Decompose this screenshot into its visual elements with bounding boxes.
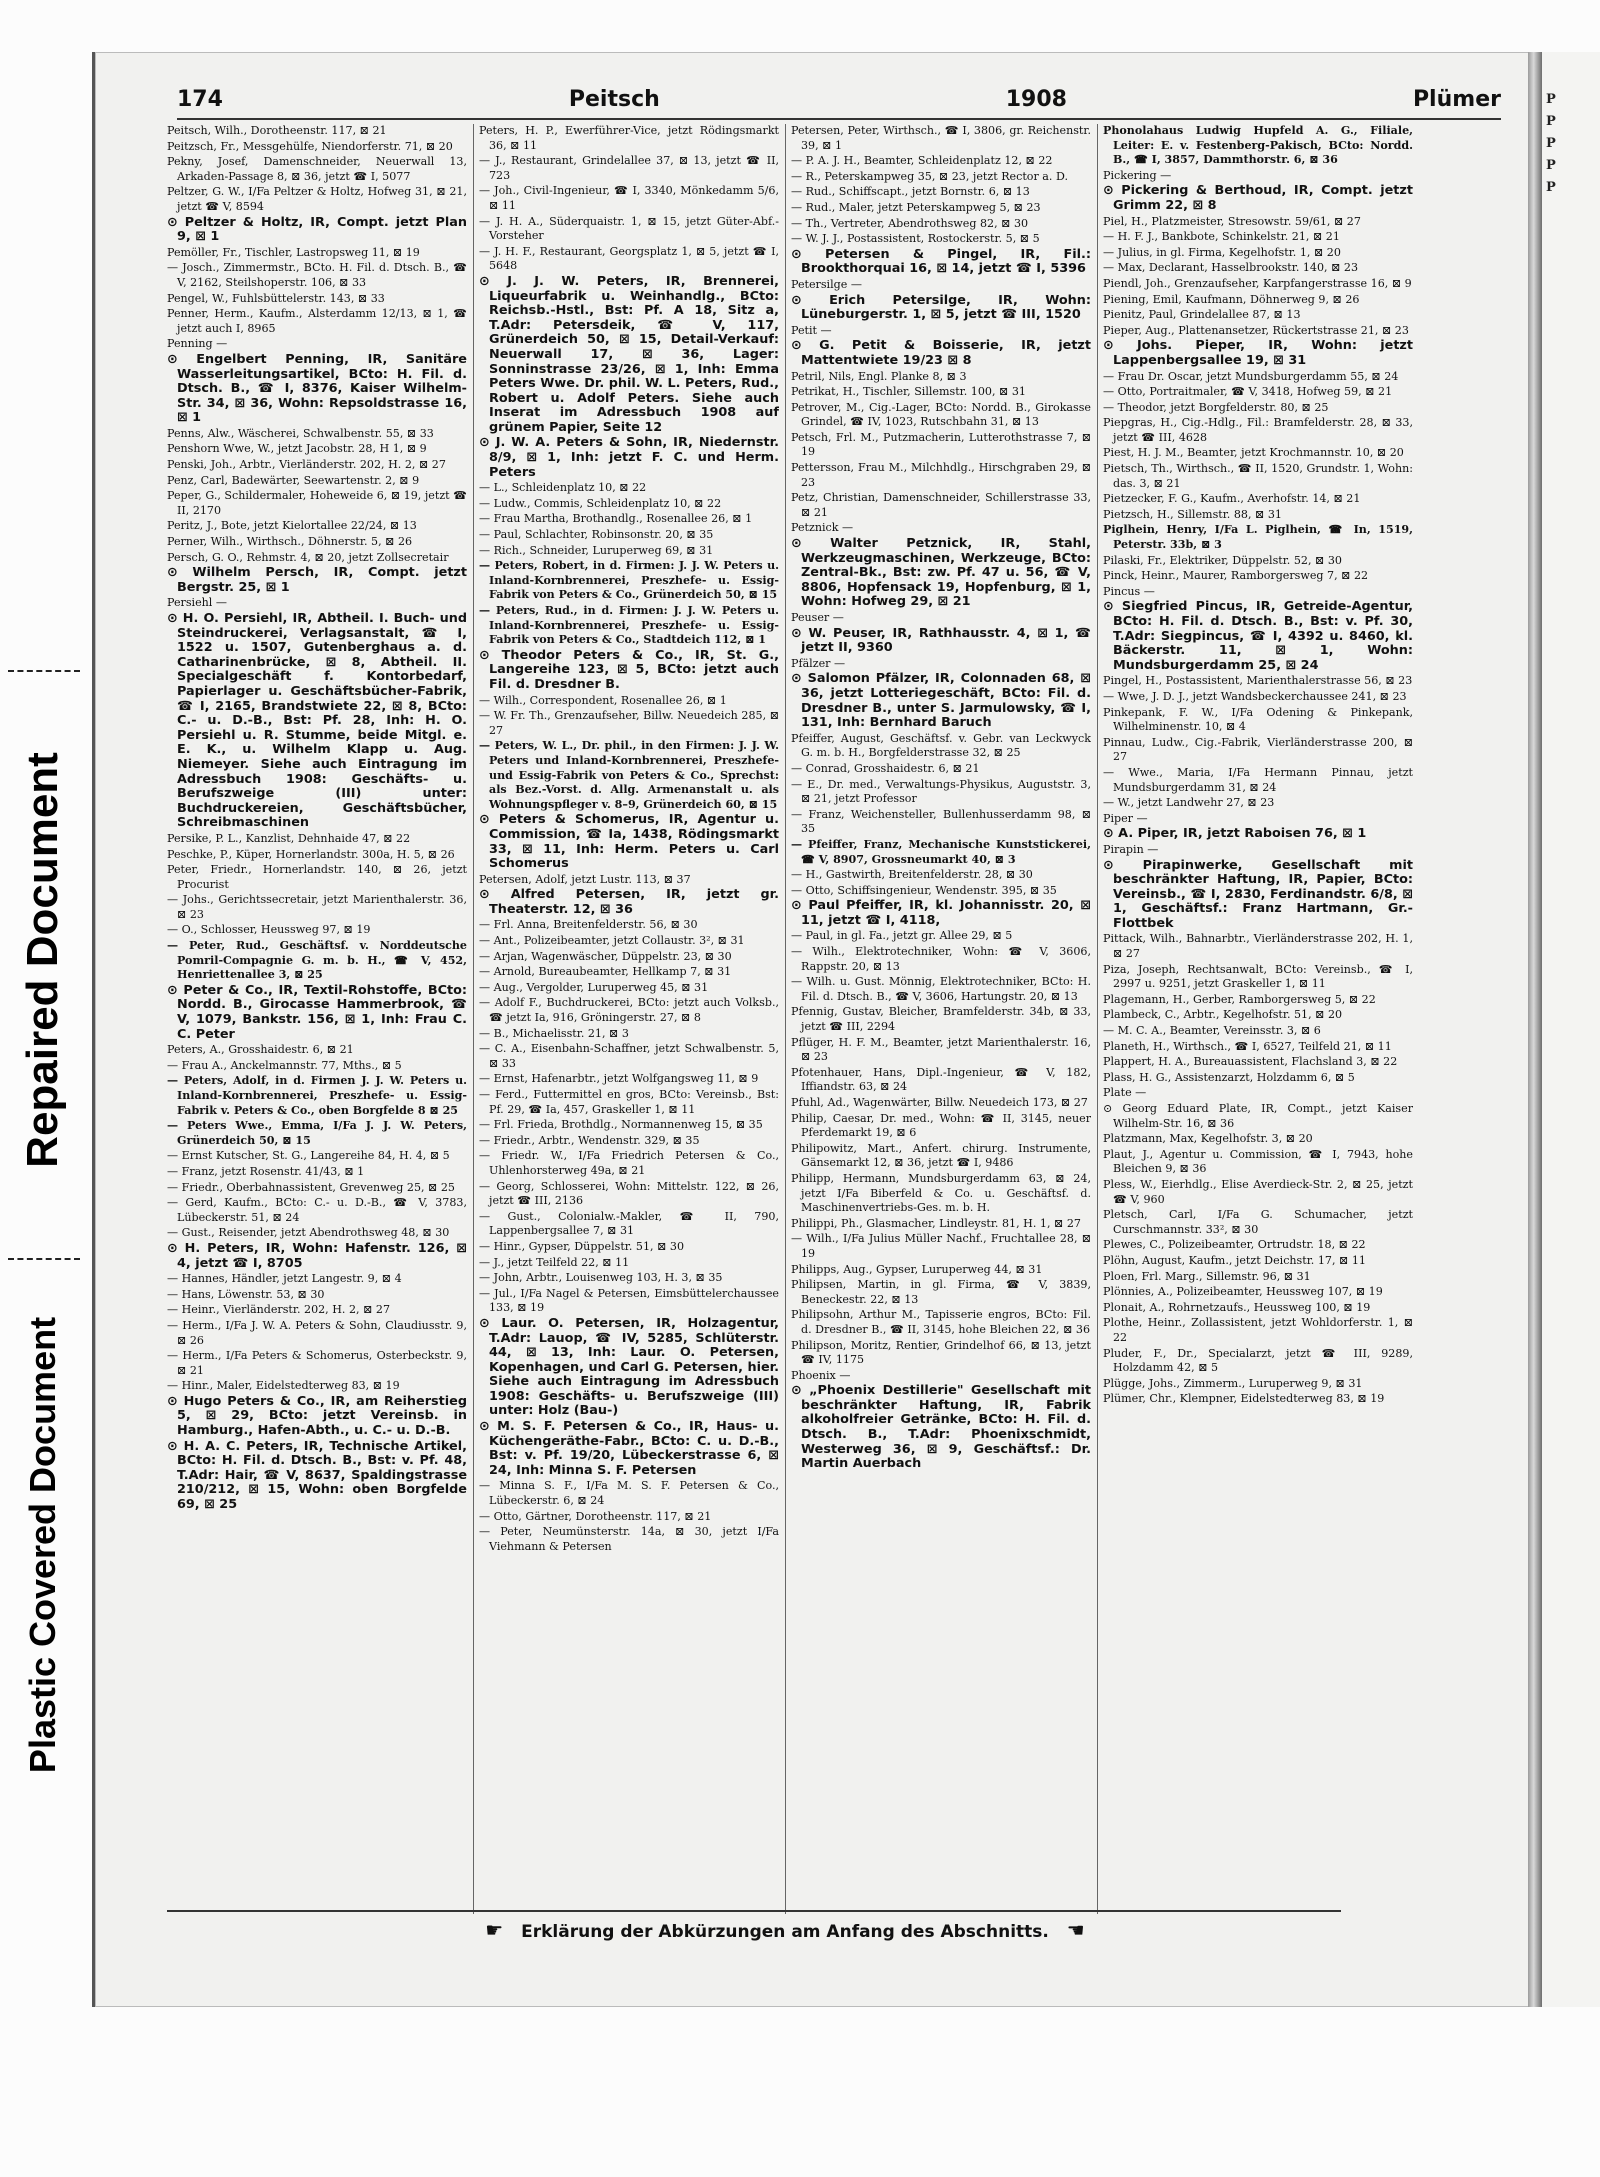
directory-entry: — Conrad, Grosshaidestr. 6, ⊠ 21 [791,761,980,775]
directory-entry: Petsch, Frl. M., Putzmacherin, Lutterothstrasse 7, ⊠ 19 [791,430,1091,459]
directory-entry: — Ernst Kutscher, St. G., Langereihe 84, H. 4, ⊠ 5 [167,1149,450,1163]
directory-entry: — Josch., Zimmermstr., BCto. H. Fil. d. Dtsch. B., ☎ V, 2162, Steilshoperstr. 106, ⊠ 33 [167,261,467,289]
directory-entry: Piening, Emil, Kaufmann, Döhnerweg 9, ⊠ 26 [1103,292,1360,306]
directory-entry: Pietzsch, H., Sillemstr. 88, ⊠ 31 [1103,507,1282,521]
directory-entry: Pietsch, Th., Wirthsch., ☎ II, 1520, Grundstr. 1, Wohn: das. 3, ⊠ 21 [1103,462,1413,490]
directory-entry: Piglhein, Henry, I/Fa L. Piglhein, ☎ In, 1519, Peterstr. 33b, ⊠ 3 [1103,523,1413,552]
directory-entry: — Friedr., Oberbahnassistent, Grevenweg 25, ⊠ 25 [167,1180,455,1194]
directory-entry: Plönnies, A., Polizeibeamter, Heussweg 107, ⊠ 19 [1103,1285,1383,1299]
directory-entry: Piendl, Joh., Grenzaufseher, Karpfangerstrasse 16, ⊠ 9 [1103,276,1412,290]
edge-letter: P [1546,180,1556,195]
directory-entry: Petrover, M., Cig.-Lager, BCto: Nordd. B., Girokasse Grindel, ☎ IV, 1023, Rutschbahn 31, ⊠ 13 [791,400,1091,429]
directory-entry: Pemöller, Fr., Tischler, Lastropsweg 11, ⊠ 19 [167,245,420,259]
directory-entry: Ploen, Frl. Marg., Sillemstr. 96, ⊠ 31 [1103,1269,1311,1283]
directory-entry: Pluder, F., Dr., Specialarzt, jetzt ☎ III, 9289, Holzdamm 42, ⊠ 5 [1103,1346,1413,1375]
directory-entry: ⊙ Engelbert Penning, IR, Sanitäre Wasserleitungsartikel, BCto: H. Fil. d. Dtsch. B., ☎ I, 8376, Kaiser Wilhelm-Str. 34, ⊠ 36, Wohn: Repsoldstrasse 16, ⊠ 1 [167,351,467,426]
header-right-keyword: Plümer [1412,87,1501,112]
directory-entry: — Rud., Schiffscapt., jetzt Bornstr. 6, ⊠ 13 [791,185,1030,199]
directory-entry: ⊙ Georg Eduard Plate, IR, Compt., jetzt Kaiser Wilhelm-Str. 16, ⊠ 36 [1103,1102,1413,1130]
directory-entry: Plambeck, C., Arbtr., Kegelhofstr. 51, ⊠ 20 [1103,1008,1343,1022]
directory-entry: — B., Michaelisstr. 21, ⊠ 3 [479,1026,629,1040]
directory-entry: — Th., Vertreter, Abendrothsweg 82, ⊠ 30 [791,216,1029,230]
plastic-covered-document-label [12,1275,74,1815]
directory-entry: Pietzecker, F. G., Kaufm., Averhofstr. 14, ⊠ 21 [1103,492,1361,506]
directory-entry: — E., Dr. med., Verwaltungs-Physikus, Auguststr. 3, ⊠ 21, jetzt Professor [791,777,1091,806]
repaired-document-text: Repaired Document [18,752,68,1168]
directory-entry: — Johs., Gerichtssecretair, jetzt Marienthalerstr. 36, ⊠ 23 [167,893,467,921]
directory-entry: Peters, A., Grosshaidestr. 6, ⊠ 21 [167,1043,354,1057]
directory-entry: — Peters, W. L., Dr. phil., in den Firmen: J. J. W. Peters und Inland-Kornbrennerei, Preszhefe- und Essig-Fabrik von Peters & Co., Sprechst: als Bez.-Vorst. d. Allg. Armenanstalt u. als Wohnungspfleger v. 8–9, Grünerdeich 60, ⊠ 15 [479,739,779,811]
directory-entry: Peitsch, Wilh., Dorotheenstr. 117, ⊠ 21 [167,124,387,137]
directory-entry: — M. C. A., Beamter, Vereinsstr. 3, ⊠ 6 [1103,1024,1321,1038]
directory-entry: ⊙ Walter Petznick, IR, Stahl, Werkzeugmaschinen, Werkzeuge, BCto: Zentral-Bk., Bst: zw. Pf. 47 u. 56, ☎ V, 8806, Hopfensack 19, Hopfenburg, ⊠ 1, Wohn: Hofweg 29, ⊠ 21 [791,536,1091,610]
directory-entry: Philipps, Aug., Gypser, Luruperweg 44, ⊠ 31 [791,1262,1043,1276]
directory-entry: Piper — [1103,811,1148,825]
directory-entry: ⊙ J. J. W. Peters, IR, Brennerei, Liqueurfabrik u. Weinhandlg., BCto: Reichsb.-Hstl., Bst: Pf. A 18, Sitz a, T.Adr: Petersdeik, ☎ V, 117, Grünerdeich 50, ⊠ 15, Detail-Verkauf: Neuerwall 17, ⊠ 36, Lager: Sonninstrasse 23/26, ⊠ 1, Inh: Emma Peters Wwe. Dr. phil. W. L. Peters, Rud., Robert u. Adolf Peters. Siehe auch Inserat im Adressbuch 1908 auf grünem Papier, Seite 12 [479,273,779,435]
column-divider [1097,124,1098,1914]
column-divider [473,124,474,1914]
directory-entry: — J. H. F., Restaurant, Georgsplatz 1, ⊠ 5, jetzt ☎ I, 5648 [479,244,779,273]
directory-entry: Philipowitz, Mart., Anfert. chirurg. Instrumente, Gänsemarkt 12, ⊠ 36, jetzt ☎ I, 9486 [791,1141,1091,1170]
directory-entry: Pinck, Heinr., Maurer, Ramborgersweg 7, ⊠ 22 [1103,569,1369,583]
directory-entry: Planeth, H., Wirthsch., ☎ I, 6527, Teilfeld 21, ⊠ 11 [1103,1039,1392,1053]
directory-column-1 [167,124,467,1904]
directory-entry: Philipsohn, Arthur M., Tapisserie engros, BCto: Fil. d. Dresdner B., ☎ II, 3145, hohe Bleichen 22, ⊠ 36 [791,1308,1091,1336]
directory-entry: — Ernst, Hafenarbtr., jetzt Wolfgangsweg 11, ⊠ 9 [479,1072,759,1086]
header-rule [177,118,1501,120]
directory-entry: Pengel, W., Fuhlsbüttelerstr. 143, ⊠ 33 [167,291,385,305]
directory-entry: — C. A., Eisenbahn-Schaffner, jetzt Schwalbenstr. 5, ⊠ 33 [479,1042,779,1070]
directory-entry: Pekny, Josef, Damenschneider, Neuerwall 13, Arkaden-Passage 8, ⊠ 36, jetzt ☎ I, 5077 [167,155,467,183]
directory-entry: — Otto, Portraitmaler, ☎ V, 3418, Hofweg 59, ⊠ 21 [1103,385,1393,399]
dashed-separator [8,1258,80,1260]
directory-entry: — Rich., Schneider, Luruperweg 69, ⊠ 31 [479,543,714,557]
directory-entry: Penner, Herm., Kaufm., Alsterdamm 12/13, ⊠ 1, ☎ jetzt auch I, 8965 [167,307,467,335]
directory-entry: — John, Arbtr., Louisenweg 103, H. 3, ⊠ 35 [479,1271,723,1285]
directory-entry: — R., Peterskampweg 35, ⊠ 23, jetzt Rector a. D. [791,169,1068,183]
directory-entry: — P. A. J. H., Beamter, Schleidenplatz 12, ⊠ 22 [791,154,1053,168]
directory-entry: Peuser — [791,611,844,624]
directory-entry: ⊙ Peters & Schomerus, IR, Agentur u. Commission, ☎ Ia, 1438, Rödingsmarkt 33, ⊠ 11, Inh: Herm. Peters u. Carl Schomerus [479,812,779,872]
directory-entry: — Aug., Vergolder, Luruperweg 45, ⊠ 31 [479,980,709,994]
directory-entry: Pettersson, Frau M., Milchhdlg., Hirschgraben 29, ⊠ 23 [791,461,1091,489]
directory-entry: — Peters, Adolf, in d. Firmen J. J. W. Peters u. Inland-Kornbrennerei, Preszhefe- u. Essig-Fabrik v. Peters & Co., oben Borgfelde 8 ⊠ 25 [167,1074,467,1117]
directory-entry: Plöhn, August, Kaufm., jetzt Deichstr. 17, ⊠ 11 [1103,1253,1366,1267]
directory-entry: Philipson, Moritz, Rentier, Grindelhof 66, ⊠ 13, jetzt ☎ IV, 1175 [791,1338,1091,1367]
directory-entry: ⊙ H. O. Persiehl, IR, Abtheil. I. Buch- und Steindruckerei, Verlagsanstalt, ☎ I, 1522 u. 1507, Gutenberghaus a. d. Catharinenbrücke, ⊠ 8, Abtheil. II. Specialgeschäft f. Kontorbedarf, Papierlager u. Geschäftsbücher-Fabrik, ☎ I, 2165, Brandstwiete 22, ⊠ 8, BCto: C.- u. D.-B., Bst: Pf. 28, Inh: H. O. Persiehl u. R. Stumme, beide Mitgl. e. E. K., u. Wilhelm Klapp u. Aug. Niemeyer. Siehe auch Eintragung im Adressbuch 1908: Geschäfts- u. Berufszweige (III) unter: Buchdruckereien, Geschäftsbücher, Schreibmaschinen [167,611,467,831]
directory-entry: Pfeiffer, August, Geschäftsf. v. Gebr. van Leckwyck G. m. b. H., Borgfelderstrasse 32, ⊠ 25 [791,731,1091,760]
directory-entry: Pletsch, Carl, I/Fa G. Schumacher, jetzt Curschmannstr. 33², ⊠ 30 [1103,1208,1413,1236]
edge-letter: P [1546,158,1556,173]
directory-entry: ⊙ „Phoenix Destillerie" Gesellschaft mit beschränkter Haftung, IR, Fabrik alkoholfreier Getränke, BCto: H. Fil. d. Dtsch. B., T.Adr: Phoenixschmidt, Westerweg 36, ⊠ 9, Geschäftsf.: Dr. Martin Auerbach [791,1383,1091,1472]
directory-entry: — Pfeiffer, Franz, Mechanische Kunststickerei, ☎ V, 8907, Grossneumarkt 40, ⊠ 3 [791,837,1091,866]
directory-entry: Penns, Alw., Wäscherei, Schwalbenstr. 55, ⊠ 33 [167,426,434,440]
directory-entry: Plümer, Chr., Klempner, Eidelstedterweg 83, ⊠ 19 [1103,1392,1385,1406]
directory-entry: ⊙ H. Peters, IR, Wohn: Hafenstr. 126, ⊠ 4, jetzt ☎ I, 8705 [167,1240,467,1271]
directory-entry: — Peters, Robert, in d. Firmen: J. J. W. Peters u. Inland-Kornbrennerei, Preszhefe- u. Essig-Fabrik von Peters & Co., Grünerdeich 50, ⊠ 15 [479,559,779,602]
directory-entry: ⊙ Paul Pfeiffer, IR, kl. Johannisstr. 20, ⊠ 11, jetzt ☎ I, 4118, [791,898,1091,928]
directory-entry: — Joh., Civil-Ingenieur, ☎ I, 3340, Mönkedamm 5/6, ⊠ 11 [479,184,779,212]
directory-entry: — Ludw., Commis, Schleidenplatz 10, ⊠ 22 [479,496,722,510]
directory-entry: Penski, Joh., Arbtr., Vierländerstr. 202, H. 2, ⊠ 27 [167,458,446,472]
directory-entry: Plappert, H. A., Bureauassistent, Flachsland 3, ⊠ 22 [1103,1055,1398,1069]
directory-entry: Peschke, P., Küper, Hornerlandstr. 300a, H. 5, ⊠ 26 [167,847,455,861]
directory-entry: — O., Schlosser, Heussweg 97, ⊠ 19 [167,923,371,937]
directory-entry: — Arjan, Wagenwäscher, Düppelstr. 23, ⊠ 30 [479,949,732,963]
directory-entry: — Gerd, Kaufm., BCto: C.- u. D.-B., ☎ V, 3783, Lübeckerstr. 51, ⊠ 24 [167,1196,467,1224]
directory-entry: — Theodor, jetzt Borgfelderstr. 80, ⊠ 25 [1103,400,1329,414]
directory-entry: — Frau Dr. Oscar, jetzt Mundsburgerdamm 55, ⊠ 24 [1103,369,1399,383]
directory-entry: Pingel, H., Postassistent, Marienthalerstrasse 56, ⊠ 23 [1103,674,1413,688]
directory-entry: — L., Schleidenplatz 10, ⊠ 22 [479,481,647,495]
directory-entry: — Herm., I/Fa J. W. A. Peters & Sohn, Claudiusstr. 9, ⊠ 26 [167,1318,467,1347]
directory-entry: — Otto, Gärtner, Dorotheenstr. 117, ⊠ 21 [479,1509,712,1523]
directory-entry: — Paul, Schlachter, Robinsonstr. 20, ⊠ 35 [479,528,714,542]
edge-letter: P [1546,136,1556,151]
directory-entry: Plagemann, H., Gerber, Ramborgersweg 5, ⊠ 22 [1103,992,1376,1006]
directory-entry: Pfotenhauer, Hans, Dipl.-Ingenieur, ☎ V, 182, Iffiandstr. 63, ⊠ 24 [791,1065,1091,1094]
directory-entry: Phonolahaus Ludwig Hupfeld A. G., Filiale, Leiter: E. v. Festenberg-Pakisch, BCto: Nordd. B., ☎ I, 3857, Dammthorstr. 6, ⊠ 36 [1103,124,1413,167]
page-header [177,78,1501,112]
directory-entry: Pickering — [1103,168,1172,182]
directory-entry: ⊙ Petersen & Pingel, IR, Fil.: Brookthorquai 16, ⊠ 14, jetzt ☎ I, 5396 [791,246,1091,277]
directory-entry: ⊙ Alfred Petersen, IR, jetzt gr. Theaterstr. 12, ⊠ 36 [479,887,779,917]
directory-entry: — H., Gastwirth, Breitenfelderstr. 28, ⊠ 30 [791,868,1033,882]
directory-entry: — H. F. J., Bankbote, Schinkelstr. 21, ⊠ 21 [1103,230,1340,244]
directory-entry: — Frau A., Anckelmannstr. 77, Mths., ⊠ 5 [167,1058,402,1072]
directory-entry: ⊙ A. Piper, IR, jetzt Raboisen 76, ⊠ 1 [1103,826,1367,842]
directory-entry: — Georg, Schlosserei, Wohn: Mittelstr. 122, ⊠ 26, jetzt ☎ III, 2136 [479,1179,779,1208]
directory-entry: Plate — [1103,1086,1147,1100]
directory-entry: Persike, P. L., Kanzlist, Dehnhaide 47, ⊠ 22 [167,831,411,845]
directory-entry: Philip, Caesar, Dr. med., Wohn: ☎ II, 3145, neuer Pferdemarkt 19, ⊠ 6 [791,1111,1091,1140]
directory-entry: Pflüger, H. F. M., Beamter, jetzt Marienthalerstr. 16, ⊠ 23 [791,1035,1091,1064]
directory-entry: — Peters, Rud., in d. Firmen: J. J. W. Peters u. Inland-Kornbrennerei, Preszhefe- u. Essig-Fabrik von Peters & Co., Stadtdeich 112, ⊠ 1 [479,604,779,647]
directory-entry: — Peters Wwe., Emma, I/Fa J. J. W. Peters, Grünerdeich 50, ⊠ 15 [167,1119,467,1147]
directory-entry: — Gust., Reisender, jetzt Abendrothsweg 48, ⊠ 30 [167,1226,450,1240]
directory-entry: Platzmann, Max, Kegelhofstr. 3, ⊠ 20 [1103,1132,1313,1146]
directory-entry: — Friedr., Arbtr., Wendenstr. 329, ⊠ 35 [479,1133,700,1147]
directory-entry: ⊙ Salomon Pfälzer, IR, Colonnaden 68, ⊠ 36, jetzt Lotteriegeschäft, BCto: Fil. d. Dresdner B., unter S. Jarmulowsky, ☎ I, 131, Inh: Bernhard Baruch [791,671,1091,731]
directory-entry: — Franz, jetzt Rosenstr. 41/43, ⊠ 1 [167,1164,365,1178]
directory-entry: Penning — [167,337,228,351]
edge-letter: P [1546,92,1556,107]
directory-entry: Pirapin — [1103,842,1159,856]
directory-entry: — W. Fr. Th., Grenzaufseher, Billw. Neuedeich 285, ⊠ 27 [479,709,779,737]
directory-entry: Philippi, Ph., Glasmacher, Lindleystr. 81, H. 1, ⊠ 27 [791,1216,1081,1230]
header-year: 1908 [1005,87,1067,112]
directory-entry: Petersilge — [791,277,862,291]
directory-entry: ⊙ Peter & Co., IR, Textil-Rohstoffe, BCto: Nordd. B., Girocasse Hammerbrook, ☎ V, 1079, Bankstr. 156, ⊠ 1, Inh: Frau C. C. Peter [167,982,467,1042]
footer-rule [167,1910,1341,1912]
directory-entry: ⊙ Hugo Peters & Co., IR, am Reiherstieg 5, ⊠ 29, BCto: jetzt Vereinsb. in Hamburg., Hafen-Abth., u. C.- u. D.-B. [167,1393,467,1439]
directory-entry: — Ferd., Futtermittel en gros, BCto: Vereinsb., Bst: Pf. 29, ☎ Ia, 457, Graskeller 1, ⊠ 11 [479,1088,779,1116]
directory-entry: Plothe, Heinr., Zollassistent, jetzt Wohldorferstr. 1, ⊠ 22 [1103,1316,1413,1344]
directory-entry: ⊙ W. Peuser, IR, Rathhausstr. 4, ⊠ 1, ☎ jetzt II, 9360 [791,625,1091,656]
directory-entry: — Paul, in gl. Fa., jetzt gr. Allee 29, ⊠ 5 [791,929,1013,943]
directory-entry: Philipp, Hermann, Mundsburgerdamm 63, ⊠ 24, jetzt I/Fa Biberfeld & Co. u. Geschäftsf. d. Maschinenvertriebs-Ges. m. b. H. [791,1171,1091,1215]
directory-entry: — Wwe., Maria, I/Fa Hermann Pinnau, jetzt Mundsburgerdamm 31, ⊠ 24 [1103,765,1413,794]
directory-entry: Peitzsch, Fr., Messgehülfe, Niendorferstr. 71, ⊠ 20 [167,139,453,153]
directory-entry: — Minna S. F., I/Fa M. S. F. Petersen & Co., Lübeckerstr. 6, ⊠ 24 [479,1479,779,1508]
directory-entry: Pinnau, Ludw., Cig.-Fabrik, Vierländerstrasse 200, ⊠ 27 [1103,735,1413,764]
directory-entry: ⊙ Pickering & Berthoud, IR, Compt. jetzt Grimm 22, ⊠ 8 [1103,183,1413,213]
directory-entry: — Arnold, Bureaubeamter, Hellkamp 7, ⊠ 31 [479,965,732,979]
directory-entry: Plaut, J., Agentur u. Commission, ☎ I, 7943, hohe Bleichen 9, ⊠ 36 [1103,1147,1413,1176]
directory-entry: — Frau Martha, Brothandlg., Rosenallee 26, ⊠ 1 [479,512,753,526]
directory-entry: — Hannes, Händler, jetzt Langestr. 9, ⊠ 4 [167,1272,402,1286]
directory-entry: Phoenix — [791,1368,851,1382]
directory-entry: Pittack, Wilh., Bahnarbtr., Vierländerstrasse 202, H. 1, ⊠ 27 [1103,932,1413,961]
dashed-separator [8,670,80,672]
directory-entry: — J. H. A., Süderquaistr. 1, ⊠ 15, jetzt Güter-Abf.-Vorsteher [479,214,779,243]
directory-entry: — Wwe, J. D. J., jetzt Wandsbeckerchaussee 241, ⊠ 23 [1103,689,1407,703]
directory-column-4 [1103,124,1413,1904]
next-page-edge [1542,52,1600,2007]
directory-entry: — Adolf F., Buchdruckerei, BCto: jetzt auch Volksb., ☎ jetzt Ia, 916, Gröningerstr. 27, ⊠ 8 [479,996,779,1025]
directory-entry: — Frl. Frieda, Brothdlg., Normannenweg 15, ⊠ 35 [479,1118,763,1132]
directory-entry: Petit — [791,323,832,337]
directory-entry: — Frl. Anna, Breitenfelderstr. 56, ⊠ 30 [479,918,698,932]
directory-entry: ⊙ Laur. O. Petersen, IR, Holzagentur, T.Adr: Lauop, ☎ IV, 5285, Schlüterstr. 44, ⊠ 13, Inh: Laur. O. Petersen, Kopenhagen, und Carl G. Petersen, hier. Siehe auch Eintragung im Adressbuch 1908: Geschäfts- u. Berufszweige (III) unter: Holz (Bau-) [479,1315,779,1419]
directory-entry: Petznick — [791,521,854,535]
directory-entry: Piest, H. J. M., Beamter, jetzt Krochmannstr. 10, ⊠ 20 [1103,446,1404,460]
directory-entry: Pfennig, Gustav, Bleicher, Bramfelderstr. 34b, ⊠ 33, jetzt ☎ III, 2294 [791,1005,1091,1034]
footer-note: Erklärung der Abkürzungen am Anfang des Abschnitts. [521,1922,1049,1942]
directory-entry: Plewes, C., Polizeibeamter, Ortrudstr. 18, ⊠ 22 [1103,1238,1366,1252]
directory-entry: — Peter, Rud., Geschäftsf. v. Norddeutsche Pomril-Compagnie G. m. b. H., ☎ V, 452, Henriettenallee 3, ⊠ 25 [167,939,467,982]
directory-entry: Plass, H. G., Assistenzarzt, Holzdamm 6, ⊠ 5 [1103,1070,1355,1084]
directory-entry: — Wilh., I/Fa Julius Müller Nachf., Fruchtallee 28, ⊠ 19 [791,1232,1091,1260]
directory-entry: — J., jetzt Teilfeld 22, ⊠ 11 [479,1255,630,1269]
directory-entry: Peltzer, G. W., I/Fa Peltzer & Holtz, Hofweg 31, ⊠ 21, jetzt ☎ V, 8594 [167,185,467,213]
directory-entry: Pinkepank, F. W., I/Fa Odening & Pinkepank, Wilhelminenstr. 10, ⊠ 4 [1103,705,1413,734]
directory-entry: — Franz, Weichenstellеr, Bullenhusserdamm 98, ⊠ 35 [791,807,1091,836]
directory-entry: — W., jetzt Landwehr 27, ⊠ 23 [1103,796,1275,810]
page-number: 174 [177,87,223,112]
directory-entry: Pincus — [1103,584,1155,598]
directory-entry: — Julius, in gl. Firma, Kegelhofstr. 1, ⊠ 20 [1103,245,1341,259]
directory-entry: Peper, G., Schildermaler, Hoheweide 6, ⊠ 19, jetzt ☎ II, 2170 [167,489,467,517]
directory-entry: — Peter, Neumünsterstr. 14a, ⊠ 30, jetzt I/Fa Viehmann & Petersen [479,1525,779,1553]
directory-entry: — Jul., I/Fa Nagel & Petersen, Eimsbüttelerchaussee 133, ⊠ 19 [479,1286,779,1315]
directory-entry: Pienitz, Paul, Grindelallee 87, ⊠ 13 [1103,308,1301,322]
directory-entry: Peritz, J., Bote, jetzt Kielortallee 22/24, ⊠ 13 [167,519,417,533]
directory-entry: ⊙ Siegfried Pincus, IR, Getreide-Agentur, BCto: H. Fil. d. Dtsch. B., Bst: v. Pf. 30, T.Adr: Siegpincus, ☎ I, 4392 u. 8460, kl. Bäckerstr. 11, ⊠ 1, Wohn: Mundsburgerdamm 25, ⊠ 24 [1103,599,1413,673]
page-binding-edge [1528,52,1542,2007]
header-left-keyword: Peitsch [568,87,660,112]
directory-entry: — J., Restaurant, Grindelallee 37, ⊠ 13, jetzt ☎ II, 723 [479,154,779,182]
directory-entry: — Wilh., Correspondent, Rosenallee 26, ⊠ 1 [479,693,727,707]
directory-entry: Petersen, Peter, Wirthsch., ☎ I, 3806, gr. Reichenstr. 39, ⊠ 1 [791,124,1091,152]
directory-entry: Persch, G. O., Rehmstr. 4, ⊠ 20, jetzt Zollsecretair [167,550,449,564]
directory-entry: ⊙ Theodor Peters & Co., IR, St. G., Langereihe 123, ⊠ 5, BCto: jetzt auch Fil. d. Dresdner B. [479,647,779,692]
pointing-hand-icon: ☚ [1066,1918,1085,1942]
directory-entry: ⊙ J. W. A. Peters & Sohn, IR, Niedernstr. 8/9, ⊠ 1, Inh: jetzt F. C. und Herm. Peters [479,435,779,480]
directory-column-2 [479,124,779,1904]
directory-entry: — Wilh., Elektrotechniker, Wohn: ☎ V, 3606, Rappstr. 20, ⊠ 13 [791,945,1091,973]
directory-entry: Plügge, Johs., Zimmerm., Luruperweg 9, ⊠ 31 [1103,1376,1363,1390]
directory-entry: — Heinr., Vierländerstr. 202, H. 2, ⊠ 27 [167,1303,391,1317]
directory-entry: Petril, Nils, Engl. Planke 8, ⊠ 3 [791,369,967,383]
directory-entry: ⊙ Johs. Pieper, IR, Wohn: jetzt Lappenbergsallee 19, ⊠ 31 [1103,338,1413,368]
directory-entry: Petersen, Adolf, jetzt Lustr. 113, ⊠ 37 [479,872,691,886]
directory-entry: — Rud., Maler, jetzt Peterskampweg 5, ⊠ 23 [791,200,1041,214]
directory-entry: — Herm., I/Fa Peters & Schomerus, Osterbeckstr. 9, ⊠ 21 [167,1349,467,1377]
directory-entry: Pieper, Aug., Plattenansetzer, Rückertstrasse 21, ⊠ 23 [1103,323,1409,337]
directory-entry: Peter, Friedr., Hornerlandstr. 140, ⊠ 26, jetzt Procurist [167,863,467,891]
directory-entry: ⊙ Pirapinwerke, Gesellschaft mit beschränkter Haftung, IR, Papier, BCto: Vereinsb., ☎ I, 2830, Ferdinandstr. 6/8, ⊠ 1, Geschäftsf.: Franz Hartmann, Gr.-Flottbek [1103,857,1413,931]
directory-entry: — Hans, Löwenstr. 53, ⊠ 30 [167,1287,325,1301]
directory-entry: Penshorn Wwe, W., jetzt Jacobstr. 28, H 1, ⊠ 9 [167,442,427,456]
directory-entry: Perner, Wilh., Wirthsch., Döhnerstr. 5, ⊠ 26 [167,535,413,549]
directory-entry: Piepgras, H., Cig.-Hdlg., Fil.: Bramfelderstr. 28, ⊠ 33, jetzt ☎ III, 4628 [1103,416,1413,444]
directory-entry: — Otto, Schiffsingenieur, Wendenstr. 395, ⊠ 35 [791,883,1057,897]
directory-entry: — Gust., Colonialw.-Makler, ☎ II, 790, Lappenbergsallee 7, ⊠ 31 [479,1209,779,1238]
directory-entry: — Max, Declarant, Hasselbrookstr. 140, ⊠ 23 [1103,261,1359,275]
directory-entry: Philipsen, Martin, in gl. Firma, ☎ V, 3839, Beneckestr. 22, ⊠ 13 [791,1278,1091,1306]
directory-entry: ⊙ Peltzer & Holtz, IR, Compt. jetzt Plan 9, ⊠ 1 [167,214,467,245]
plastic-covered-document-text: Plastic Covered Document [22,1316,64,1774]
directory-entry: Plonait, A., Rohrnetzaufs., Heussweg 100, ⊠ 19 [1103,1300,1371,1314]
directory-entry: — Ant., Polizeibeamter, jetzt Collaustr. 3², ⊠ 31 [479,934,745,948]
directory-entry: Piel, H., Platzmeister, Stresowstr. 59/61, ⊠ 27 [1103,214,1361,228]
directory-entry: Pfuhl, Ad., Wagenwärter, Billw. Neuedeich 173, ⊠ 27 [791,1096,1088,1109]
directory-column-3 [791,124,1091,1904]
directory-entry: — Hinr., Gypser, Düppelstr. 51, ⊠ 30 [479,1239,685,1253]
directory-entry: Pless, W., Eierhdlg., Elise Averdieck-Str. 2, ⊠ 25, jetzt ☎ V, 960 [1103,1177,1413,1206]
repaired-document-label [12,690,74,1230]
directory-entry: — Wilh. u. Gust. Mönnig, Elektrotechniker, BCto: H. Fil. d. Dtsch. B., ☎ V, 3606, Hartungstr. 20, ⊠ 13 [791,975,1091,1003]
directory-entry: — Hinr., Maler, Eidelstedterweg 83, ⊠ 19 [167,1379,400,1393]
column-divider [785,124,786,1914]
scanned-page [92,52,1531,2007]
directory-entry: ⊙ G. Petit & Boisserie, IR, jetzt Mattentwiete 19/23 ⊠ 8 [791,338,1091,368]
directory-entry: ⊙ Wilhelm Persch, IR, Compt. jetzt Bergstr. 25, ⊠ 1 [167,565,467,595]
page-footer [405,1918,1165,1942]
directory-entry: Petz, Christian, Damenschneider, Schillerstrasse 33, ⊠ 21 [791,491,1091,519]
directory-entry: — Friedr. W., I/Fa Friedrich Petersen & Co., Uhlenhorsterweg 49a, ⊠ 21 [479,1149,779,1177]
directory-entry: ⊙ M. S. F. Petersen & Co., IR, Haus- u. Küchengeräthe-Fabr., BCto: C. u. D.-B., Bst: v. Pf. 19/20, Lübeckerstrasse 6, ⊠ 24, Inh: Minna S. F. Petersen [479,1419,779,1478]
pointing-hand-icon: ☛ [485,1918,504,1942]
directory-entry: Pilaski, Fr., Elektriker, Düppelstr. 52, ⊠ 30 [1103,553,1342,567]
edge-letter: P [1546,114,1556,129]
directory-entry: ⊙ Erich Petersilge, IR, Wohn: Lüneburgerstr. 1, ⊠ 5, jetzt ☎ III, 1520 [791,292,1091,323]
directory-entry: Persiehl — [167,596,227,610]
directory-entry: ⊙ H. A. C. Peters, IR, Technische Artikel, BCto: H. Fil. d. Dtsch. B., Bst: v. Pf. 48, T.Adr: Hair, ☎ V, 8637, Spaldingstrasse 210/212, ⊠ 15, Wohn: oben Borgfelde 69, ⊠ 25 [167,1438,467,1513]
directory-entry: Penz, Carl, Badewärter, Seewartenstr. 2, ⊠ 9 [167,473,420,487]
directory-entry: Piza, Joseph, Rechtsanwalt, BCto: Vereinsb., ☎ I, 2997 u. 9251, jetzt Graskeller 1, ⊠ 11 [1103,962,1413,991]
directory-entry: Pfälzer — [791,656,846,670]
directory-entry: — W. J. J., Postassistent, Rostockerstr. 5, ⊠ 5 [791,232,1040,246]
directory-entry: Peters, H. P., Ewerführer-Vice, jetzt Rödingsmarkt 36, ⊠ 11 [479,124,779,152]
directory-entry: Petrikat, H., Tischler, Sillemstr. 100, ⊠ 31 [791,385,1026,399]
